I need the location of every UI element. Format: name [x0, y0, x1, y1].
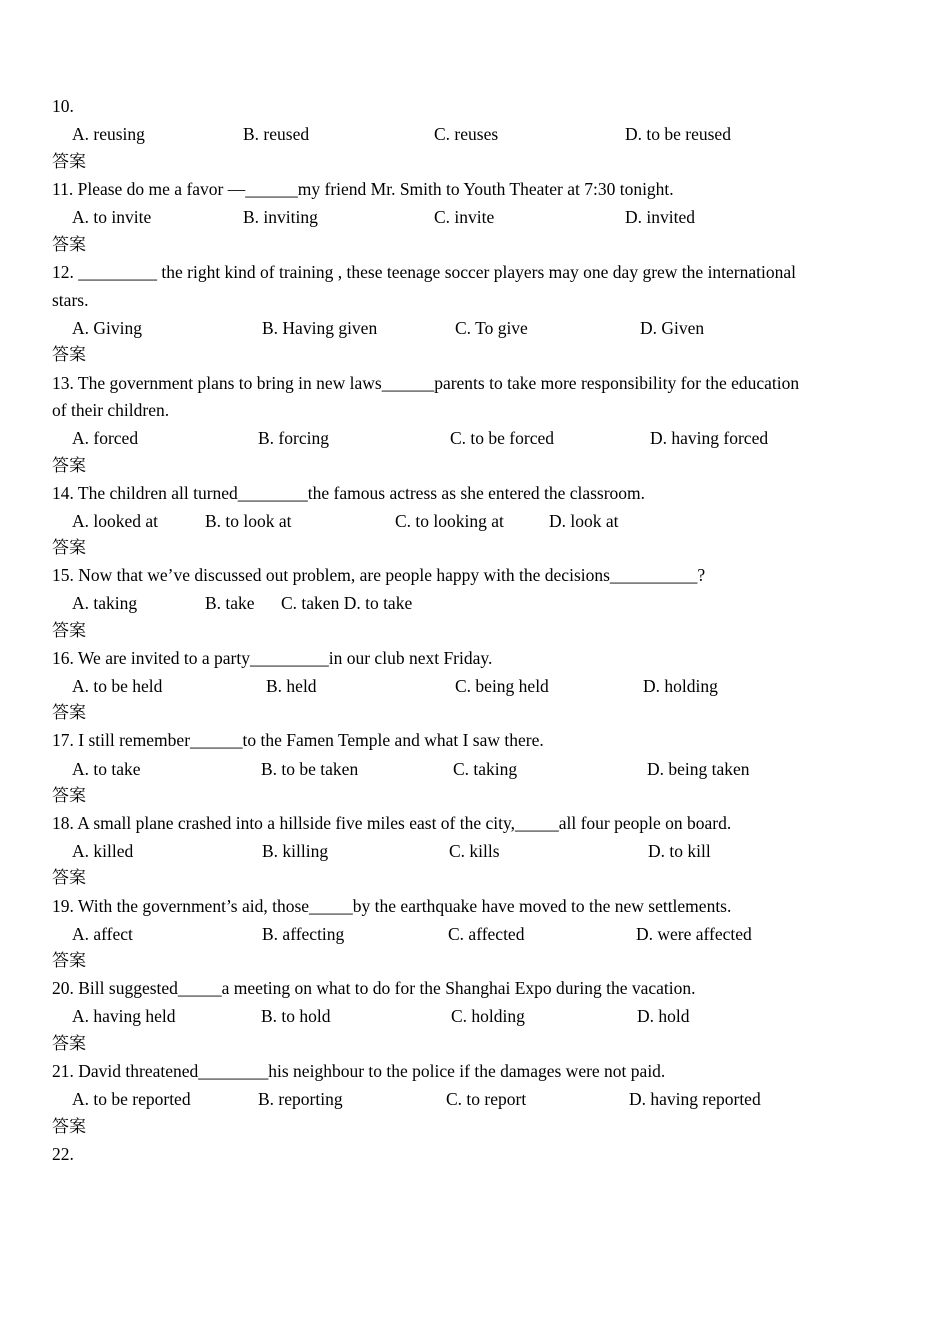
question-12-option-c: C. To give — [455, 318, 528, 338]
question-19-option-c: C. affected — [448, 924, 525, 944]
question-17-option-a: A. to take — [72, 759, 141, 779]
question-18-option-d: D. to kill — [648, 841, 711, 861]
question-11-option-b: B. inviting — [243, 207, 318, 227]
question-11-option-c: C. invite — [434, 207, 495, 227]
question-12-option-d: D. Given — [640, 318, 705, 338]
question-13-stem-line-2: of their children. — [52, 400, 170, 420]
question-16-option-c: C. being held — [455, 676, 549, 696]
question-16-stem: 16. We are invited to a party_________in our club next Friday. — [52, 648, 493, 668]
question-18-option-a: A. killed — [72, 841, 134, 861]
question-11-answer-label: 答案 — [52, 235, 86, 255]
question-17-answer-label: 答案 — [52, 786, 86, 806]
question-20-option-a: A. having held — [72, 1006, 176, 1026]
question-12-option-a: A. Giving — [72, 318, 142, 338]
question-12-answer-label: 答案 — [52, 345, 86, 365]
question-21-option-a: A. to be reported — [72, 1089, 191, 1109]
question-10-option-a: A. reusing — [72, 124, 145, 144]
question-10-answer-label: 答案 — [52, 152, 86, 172]
question-15-option-c-d: C. taken D. to take — [281, 593, 413, 613]
question-17-option-c: C. taking — [453, 759, 518, 779]
question-20-option-b: B. to hold — [261, 1006, 331, 1026]
question-21-answer-label: 答案 — [52, 1117, 86, 1137]
question-14-option-a: A. looked at — [72, 511, 159, 531]
question-17-option-d: D. being taken — [647, 759, 750, 779]
question-20-option-d: D. hold — [637, 1006, 690, 1026]
question-16-option-b: B. held — [266, 676, 317, 696]
question-16-answer-label: 答案 — [52, 703, 86, 723]
question-20-stem: 20. Bill suggested_____a meeting on what to do for the Shanghai Expo during the vacation. — [52, 978, 696, 998]
question-10-stem: 10. — [52, 96, 74, 116]
question-12-stem-line-2: stars. — [52, 290, 89, 310]
question-21-option-d: D. having reported — [629, 1089, 761, 1109]
question-10-option-b: B. reused — [243, 124, 310, 144]
question-21-option-b: B. reporting — [258, 1089, 343, 1109]
question-17-option-b: B. to be taken — [261, 759, 359, 779]
question-19-option-d: D. were affected — [636, 924, 752, 944]
question-12-stem-line-1: 12. _________ the right kind of training , these teenage soccer players may one day grew the international — [52, 262, 797, 282]
question-21-option-c: C. to report — [446, 1089, 527, 1109]
question-17-stem: 17. I still remember______to the Famen Temple and what I saw there. — [52, 730, 544, 750]
question-18-option-c: C. kills — [449, 841, 500, 861]
question-11-stem: 11. Please do me a favor —______my friend Mr. Smith to Youth Theater at 7:30 tonight. — [52, 179, 674, 199]
question-12-option-b: B. Having given — [262, 318, 378, 338]
question-20-answer-label: 答案 — [52, 1034, 86, 1054]
question-18-answer-label: 答案 — [52, 868, 86, 888]
question-13-option-c: C. to be forced — [450, 428, 554, 448]
question-15-stem: 15. Now that we’ve discussed out problem, are people happy with the decisions__________? — [52, 565, 706, 585]
question-14-stem: 14. The children all turned________the famous actress as she entered the classroom. — [52, 483, 646, 503]
question-14-option-d: D. look at — [549, 511, 619, 531]
question-14-option-b: B. to look at — [205, 511, 292, 531]
question-14-answer-label: 答案 — [52, 538, 86, 558]
question-19-option-b: B. affecting — [262, 924, 345, 944]
question-10-option-d: D. to be reused — [625, 124, 731, 144]
question-22-stem: 22. — [52, 1144, 74, 1164]
question-13-option-d: D. having forced — [650, 428, 769, 448]
question-19-stem: 19. With the government’s aid, those_____by the earthquake have moved to the new settlements. — [52, 896, 732, 916]
question-15-option-a: A. taking — [72, 593, 138, 613]
question-19-option-a: A. affect — [72, 924, 133, 944]
question-11-option-a: A. to invite — [72, 207, 152, 227]
question-20-option-c: C. holding — [451, 1006, 525, 1026]
question-18-stem: 18. A small plane crashed into a hillside five miles east of the city,_____all four people on board. — [52, 813, 732, 833]
question-18-option-b: B. killing — [262, 841, 329, 861]
question-11-option-d: D. invited — [625, 207, 695, 227]
question-21-stem: 21. David threatened________his neighbour to the police if the damages were not paid. — [52, 1061, 666, 1081]
question-14-option-c: C. to looking at — [395, 511, 504, 531]
question-10-option-c: C. reuses — [434, 124, 499, 144]
question-19-answer-label: 答案 — [52, 951, 86, 971]
question-15-option-b: B. take — [205, 593, 255, 613]
question-13-option-a: A. forced — [72, 428, 139, 448]
question-13-option-b: B. forcing — [258, 428, 329, 448]
question-16-option-d: D. holding — [643, 676, 718, 696]
question-16-option-a: A. to be held — [72, 676, 163, 696]
question-13-stem-line-1: 13. The government plans to bring in new laws______parents to take more responsibility for the education — [52, 373, 800, 393]
question-15-answer-label: 答案 — [52, 621, 86, 641]
question-13-answer-label: 答案 — [52, 456, 86, 476]
